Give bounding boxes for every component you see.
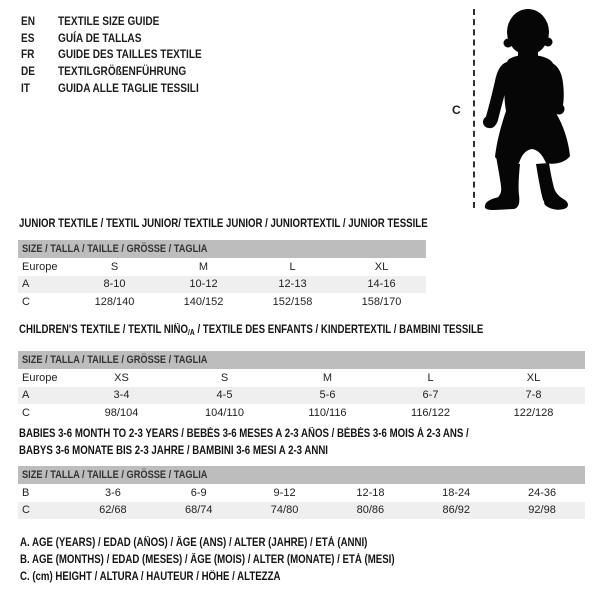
size-value: 12-13 [278,278,307,291]
guide-title: GUIDA ALLE TAGLIE TESSILI [58,80,199,95]
size-value: 104/110 [205,406,244,419]
table-row [18,258,426,276]
legend-line: B. AGE (MONTHS) / EDAD (MESES) / ÂGE (MOIS) / ALTER (MONATE) / ETÀ (MESI) [20,553,395,566]
size-value: 3-4 [113,389,130,402]
size-value: 7-8 [525,389,542,402]
language-code: DE [21,64,36,79]
size-value: 158/170 [361,295,402,308]
table-row [18,369,585,387]
section-title-babies: BABIES 3-6 MONTH TO 2-3 YEARS / BEBÉS 3-6 MESES A 2-3 AÑOS / BÉBÉS 3-6 MOIS À 2-3 ANS / BABYS 3-6 MONATE BIS 2-3 JAHRE / BAMBINI 3-6 MESI A 2-3 ANNI [19,428,469,457]
size-value: XS [114,371,129,384]
baby-silhouette-icon [482,6,578,210]
guide-title: GUIDE DES TAILLES TEXTILE [58,47,202,62]
table-row [18,387,585,405]
size-value: 14-16 [367,278,396,291]
guide-title: GUÍA DE TALLAS [58,30,142,45]
size-value: 62/68 [99,504,127,517]
size-value: 6-9 [190,486,207,499]
language-row [21,13,229,30]
size-value: 18-24 [442,486,471,499]
language-code: ES [21,30,35,45]
measure-label-c: C [452,103,461,117]
size-value: 12-18 [356,486,385,499]
language-code: IT [21,80,30,95]
guide-title: TEXTILE SIZE GUIDE [58,14,160,29]
size-value: 98/104 [104,406,139,419]
size-value: XL [526,371,541,384]
section-title-junior: JUNIOR TEXTILE / TEXTIL JUNIOR/ TEXTILE JUNIOR / JUNIORTEXTIL / JUNIOR TESSILE [19,218,428,230]
legend-line: A. AGE (YEARS) / EDAD (AÑOS) / ÂGE (ANS) / ALTER (JAHRE) / ETÀ (ANNI) [20,537,368,549]
size-value: S [110,260,119,273]
size-value: 110/116 [308,406,347,419]
size-value: 8-10 [103,278,126,291]
babies-size-table [18,466,585,519]
language-row [21,46,229,63]
size-value: 116/122 [411,406,450,419]
language-row [21,30,229,47]
row-label: A [22,278,30,291]
height-dashed-line [473,9,475,208]
row-label: C [22,504,30,517]
children-size-table [18,351,585,422]
size-value: 6-7 [422,389,439,402]
size-value: M [322,371,333,384]
row-label: B [22,486,30,499]
guide-title: TEXTILGRÖßENFÜHRUNG [58,64,187,79]
table-row [18,276,426,294]
size-value: M [198,260,209,273]
size-value: 128/140 [94,295,135,308]
measurement-legend [20,535,466,585]
subscript-a: /A [188,328,195,337]
table-row [18,293,426,311]
section-title-children: CHILDREN'S TEXTILE / TEXTIL NIÑO/A / TEXTILE DES ENFANTS / KINDERTEXTIL / BAMBINI TESSILE [19,324,484,337]
size-value: 3-6 [104,486,121,499]
size-value: 24-36 [527,486,557,499]
size-value: L [289,260,296,273]
row-label: A [22,389,30,402]
language-row [21,79,229,96]
row-label: Europe [22,260,58,273]
size-value: 9-12 [273,486,296,499]
size-value: 68/74 [184,504,213,517]
size-value: 5-6 [319,389,336,402]
size-value: 74/80 [270,504,299,517]
size-value: 140/152 [183,295,224,308]
language-title-list [21,13,229,96]
row-label: Europe [22,371,58,384]
size-value: 122/128 [513,406,554,419]
junior-size-table [18,240,426,311]
legend-line: C. (cm) HEIGHT / ALTURA / HAUTEUR / HÖHE / ALTEZZA [20,570,281,583]
size-header-bar: SIZE / TALLA / TAILLE / GRÖSSE / TAGLIA [18,466,585,484]
size-value: XL [374,260,389,273]
table-row [18,404,585,422]
row-label: C [22,295,30,308]
size-header-bar: SIZE / TALLA / TAILLE / GRÖSSE / TAGLIA [18,240,426,258]
language-code: EN [21,14,36,29]
language-code: FR [21,47,35,62]
table-row [18,484,585,502]
row-label: C [22,406,30,419]
size-value: L [427,371,434,384]
size-value: 80/86 [356,504,385,517]
language-row [21,63,229,80]
size-value: 86/92 [442,504,470,517]
table-row [18,502,585,520]
size-value: 92/98 [528,504,556,517]
size-value: 4-5 [216,389,233,402]
size-value: 152/158 [272,295,313,308]
size-header-bar: SIZE / TALLA / TAILLE / GRÖSSE / TAGLIA [18,351,585,369]
size-value: S [220,371,229,384]
size-value: 10-12 [189,278,218,291]
